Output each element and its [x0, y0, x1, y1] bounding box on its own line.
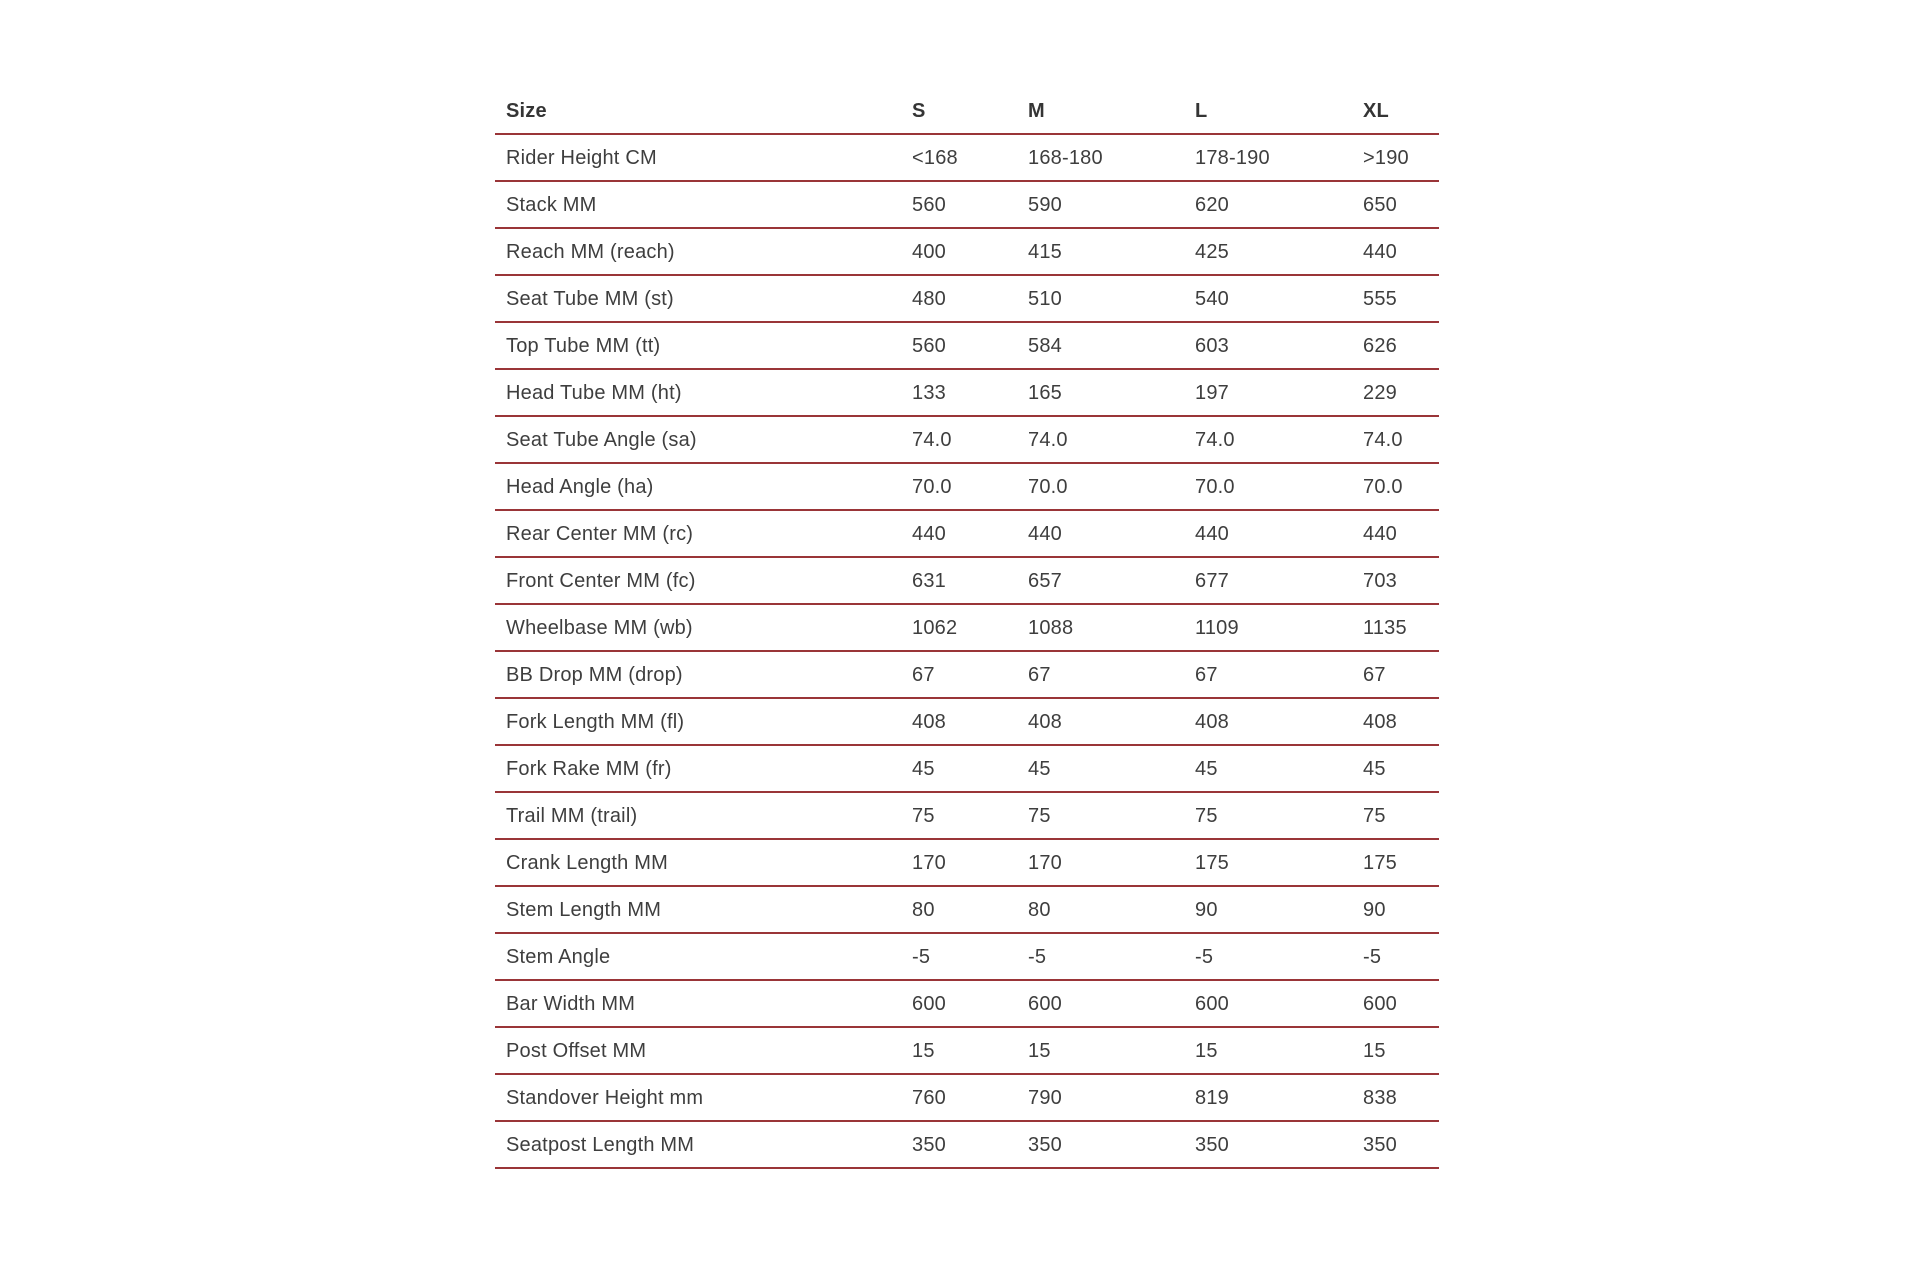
table-row: [495, 182, 1439, 229]
cell-l: 70.0: [1195, 475, 1235, 498]
cell-xl: 703: [1363, 569, 1397, 592]
cell-s: 600: [912, 992, 946, 1015]
row-label: Post Offset MM: [506, 1039, 647, 1062]
table-row: [495, 1122, 1439, 1169]
row-label: Head Tube MM (ht): [506, 381, 682, 404]
cell-s: 400: [912, 240, 946, 263]
cell-l: 603: [1195, 334, 1229, 357]
cell-m: 170: [1028, 851, 1062, 874]
cell-l: 197: [1195, 381, 1229, 404]
cell-xl: 838: [1363, 1086, 1397, 1109]
table-row: [495, 464, 1439, 511]
cell-l: 408: [1195, 710, 1229, 733]
cell-l: -5: [1195, 945, 1214, 968]
cell-m: 790: [1028, 1086, 1062, 1109]
cell-xl: 440: [1363, 522, 1397, 545]
cell-l: 620: [1195, 193, 1229, 216]
row-label: Front Center MM (fc): [506, 569, 696, 592]
cell-m: 165: [1028, 381, 1062, 404]
table-row: [495, 746, 1439, 793]
row-label: Top Tube MM (tt): [506, 334, 661, 357]
cell-xl: 600: [1363, 992, 1397, 1015]
cell-l: 175: [1195, 851, 1229, 874]
cell-m: 350: [1028, 1133, 1062, 1156]
cell-xl: 67: [1363, 663, 1386, 686]
cell-s: 15: [912, 1039, 935, 1062]
table-row: [495, 229, 1439, 276]
table-row: [495, 981, 1439, 1028]
table-row: [495, 135, 1439, 182]
row-label: BB Drop MM (drop): [506, 663, 683, 686]
column-header-xl: XL: [1363, 99, 1389, 122]
cell-xl: 1135: [1363, 616, 1407, 639]
column-header-m: M: [1028, 99, 1045, 122]
row-label: Seat Tube Angle (sa): [506, 428, 697, 451]
row-label: Stack MM: [506, 193, 597, 216]
cell-s: 45: [912, 757, 935, 780]
table-row: [495, 793, 1439, 840]
cell-xl: 440: [1363, 240, 1397, 263]
row-label: Rear Center MM (rc): [506, 522, 694, 545]
row-label: Rider Height CM: [506, 146, 657, 169]
cell-s: 80: [912, 898, 935, 921]
row-label: Trail MM (trail): [506, 804, 638, 827]
cell-xl: 650: [1363, 193, 1397, 216]
cell-s: 133: [912, 381, 946, 404]
row-label: Head Angle (ha): [506, 475, 654, 498]
cell-m: 15: [1028, 1039, 1051, 1062]
cell-xl: 408: [1363, 710, 1397, 733]
cell-l: 15: [1195, 1039, 1218, 1062]
column-header-l: L: [1195, 99, 1208, 122]
geometry-table: [495, 88, 1439, 1169]
cell-m: 75: [1028, 804, 1051, 827]
cell-m: 600: [1028, 992, 1062, 1015]
cell-xl: 626: [1363, 334, 1397, 357]
column-header-size: Size: [506, 99, 547, 122]
row-label: Stem Length MM: [506, 898, 662, 921]
cell-xl: 350: [1363, 1133, 1397, 1156]
cell-m: -5: [1028, 945, 1047, 968]
cell-xl: >190: [1363, 146, 1409, 169]
geometry-table-body: [495, 135, 1439, 1169]
cell-l: 90: [1195, 898, 1218, 921]
cell-m: 45: [1028, 757, 1051, 780]
table-row: [495, 370, 1439, 417]
table-row: [495, 840, 1439, 887]
table-row: [495, 417, 1439, 464]
cell-xl: 555: [1363, 287, 1397, 310]
cell-m: 584: [1028, 334, 1062, 357]
table-row: [495, 605, 1439, 652]
cell-s: 631: [912, 569, 946, 592]
cell-l: 819: [1195, 1086, 1229, 1109]
table-row: [495, 558, 1439, 605]
row-label: Crank Length MM: [506, 851, 668, 874]
cell-m: 415: [1028, 240, 1062, 263]
cell-m: 1088: [1028, 616, 1074, 639]
cell-l: 440: [1195, 522, 1229, 545]
cell-m: 70.0: [1028, 475, 1068, 498]
cell-m: 510: [1028, 287, 1062, 310]
table-row: [495, 652, 1439, 699]
cell-s: 170: [912, 851, 946, 874]
cell-s: 560: [912, 334, 946, 357]
row-label: Fork Rake MM (fr): [506, 757, 672, 780]
cell-s: -5: [912, 945, 931, 968]
cell-l: 178-190: [1195, 146, 1270, 169]
cell-l: 677: [1195, 569, 1229, 592]
cell-xl: 45: [1363, 757, 1386, 780]
cell-xl: -5: [1363, 945, 1382, 968]
table-row: [495, 934, 1439, 981]
cell-l: 425: [1195, 240, 1229, 263]
cell-xl: 90: [1363, 898, 1386, 921]
cell-s: 70.0: [912, 475, 952, 498]
table-row: [495, 1075, 1439, 1122]
cell-l: 600: [1195, 992, 1229, 1015]
row-label: Stem Angle: [506, 945, 611, 968]
cell-xl: 75: [1363, 804, 1386, 827]
table-row: [495, 323, 1439, 370]
row-label: Wheelbase MM (wb): [506, 616, 693, 639]
cell-xl: 74.0: [1363, 428, 1403, 451]
cell-l: 75: [1195, 804, 1218, 827]
cell-xl: 229: [1363, 381, 1397, 404]
table-row: [495, 699, 1439, 746]
geometry-table-header-row: [495, 88, 1439, 135]
cell-s: 1062: [912, 616, 958, 639]
table-row: [495, 1028, 1439, 1075]
cell-l: 350: [1195, 1133, 1229, 1156]
cell-m: 408: [1028, 710, 1062, 733]
table-row: [495, 511, 1439, 558]
cell-xl: 175: [1363, 851, 1397, 874]
row-label: Reach MM (reach): [506, 240, 675, 263]
cell-s: 760: [912, 1086, 946, 1109]
cell-l: 540: [1195, 287, 1229, 310]
row-label: Seat Tube MM (st): [506, 287, 674, 310]
cell-l: 1109: [1195, 616, 1239, 639]
row-label: Seatpost Length MM: [506, 1133, 695, 1156]
table-row: [495, 887, 1439, 934]
cell-s: 67: [912, 663, 935, 686]
cell-m: 67: [1028, 663, 1051, 686]
cell-s: 408: [912, 710, 946, 733]
cell-s: 480: [912, 287, 946, 310]
cell-l: 45: [1195, 757, 1218, 780]
cell-l: 67: [1195, 663, 1218, 686]
cell-m: 440: [1028, 522, 1062, 545]
cell-l: 74.0: [1195, 428, 1235, 451]
column-header-s: S: [912, 99, 926, 122]
row-label: Bar Width MM: [506, 992, 636, 1015]
cell-s: 440: [912, 522, 946, 545]
cell-s: 560: [912, 193, 946, 216]
cell-xl: 70.0: [1363, 475, 1403, 498]
table-row: [495, 276, 1439, 323]
cell-m: 74.0: [1028, 428, 1068, 451]
cell-s: <168: [912, 146, 958, 169]
row-label: Standover Height mm: [506, 1086, 704, 1109]
cell-m: 168-180: [1028, 146, 1103, 169]
cell-m: 80: [1028, 898, 1051, 921]
cell-s: 74.0: [912, 428, 952, 451]
cell-m: 590: [1028, 193, 1062, 216]
row-label: Fork Length MM (fl): [506, 710, 685, 733]
cell-m: 657: [1028, 569, 1062, 592]
cell-xl: 15: [1363, 1039, 1386, 1062]
cell-s: 75: [912, 804, 935, 827]
cell-s: 350: [912, 1133, 946, 1156]
